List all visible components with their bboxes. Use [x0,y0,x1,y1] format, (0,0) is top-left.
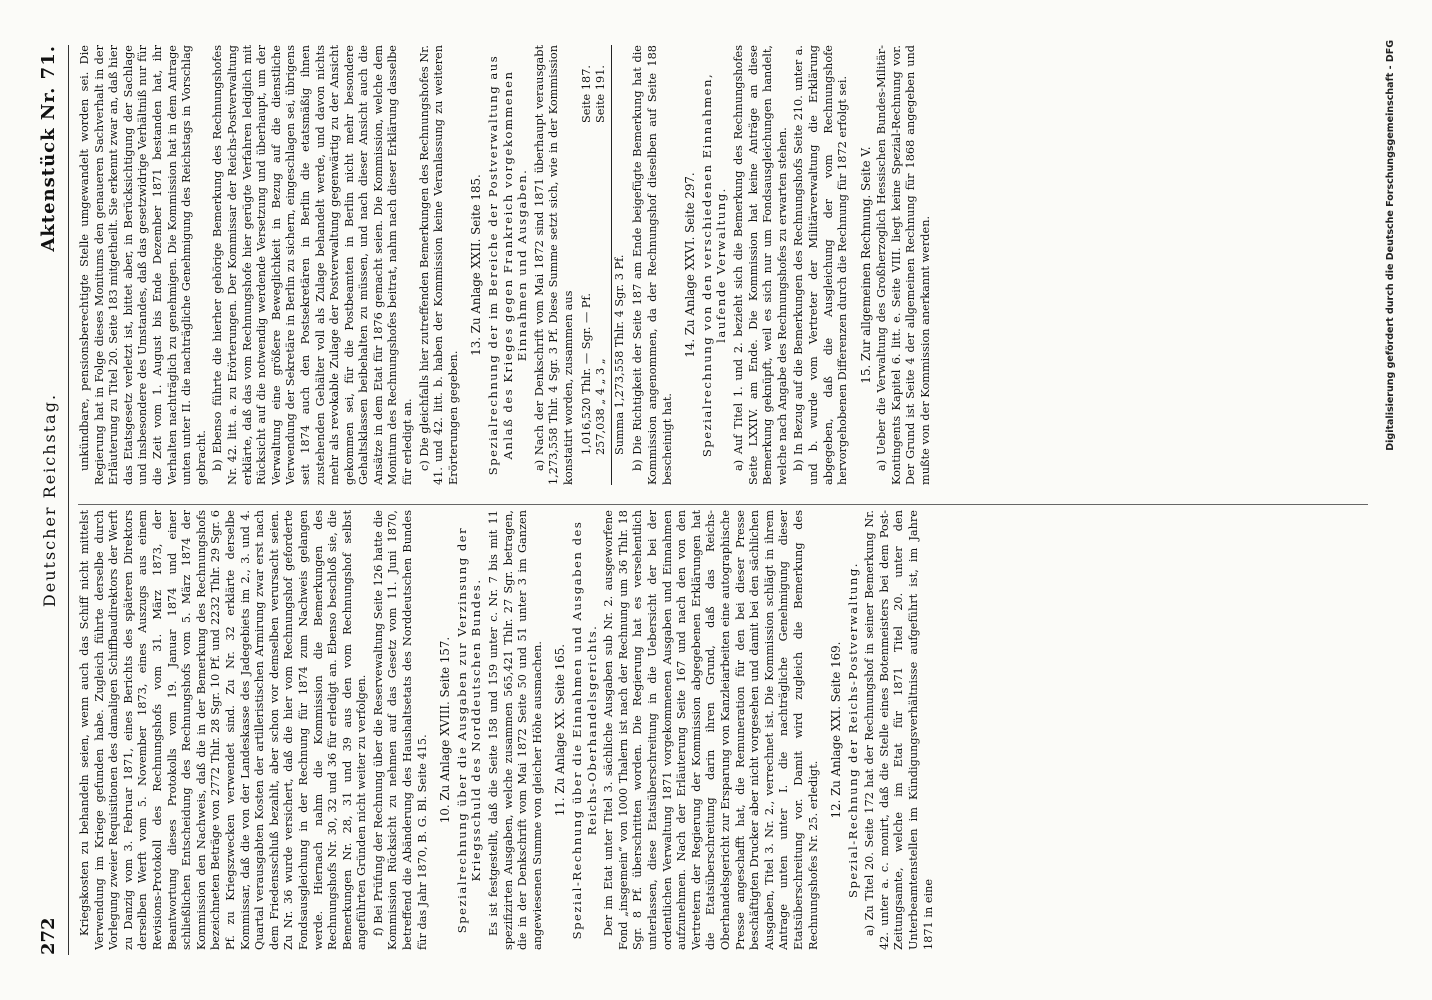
page-number: 272 [38,917,59,955]
page-header [38,45,66,955]
header-rule [68,45,69,955]
amount-cell: 257,038 „ 4 „ 3 „ [594,358,608,455]
section-heading: 14. Zu Anlage XXVI. Seite 297. [683,172,698,358]
section-subtitle: Spezialrechnung der im Bereiche der Postverwaltung aus Anlaß des Krieges gegen Frankreich vorgekommenen Einnahmen und Ausgaben. [486,54,530,476]
section-heading: 15. Zur allgemeinen Rechnung. Seite V. [858,146,873,384]
amount-sum: Summa 1,273,558 Thlr. 4 Sgr. 3 Pf. [612,254,626,455]
paragraph: b) Die Richtigkeit der Seite 187 am Ende beigefügte Bemerkung hat die Kommission angenommen, da der Rechnungshof dieselben auf Seite 188 bescheinigt hat. [631,45,674,485]
amount-sum-row [611,45,628,485]
section-heading: 10. Zu Anlage XVIII. Seite 157. [438,636,453,824]
amount-row [580,45,595,485]
paragraph: a) Zu Titel 20. Seite 172 hat der Rechnungshof in seiner Bemerkung Nr. 42. unter a. c. monirt, daß die Stelle eines Botenmeisters bei dem Post-Zeitungsamte, welche im Etat für 1871 Titel 20. unter den Unterbeamtenstellen im Kündigungsverhältnisse aufgeführt ist, im Jahre 1871 in eine [863,510,935,950]
paragraph: a) Nach der Denkschrift vom Mai 1872 sind 1871 überhaupt verausgabt 1,273,558 Thlr. 4 Sgr. 3 Pf. Diese Summe setzt sich, wie in der Kommission konstatirt worden, zusammen aus [532,45,575,485]
paragraph: Es ist festgestellt, daß die Seite 158 und 159 unter c. Nr. 7 bis mit 11 spezifizirten Ausgaben, welche zusammen 565,421 Thlr. 27 Sgr. betragen, die in der Denkschrift vom Mai 1872 Seite 50 und 51 unter 3 im Ganzen angewiesenen Summe von gleicher Höhe ausmachen. [487,510,544,950]
paragraph: Kriegskosten zu behandeln seien, wenn auch das Schiff nicht mittelst Verwendung im Kriege gefunden habe. Zugleich führte derselbe durch Vorlegung zweier Requisitionen des damaligen Schiffbaudirektors der Werft zu Danzig vom 3. Februar 1871, eines Berichts des späteren Direktors derselben Werft vom 5. November 1873, eines Auszugs aus einem Revisions-Protokoll des Rechnungshofs vom 31. März 1873, der Beantwortung dieses Protokolls vom 19. Januar 1874 und einer schließlichen Entscheidung des Rechnungshofs vom 5. März 1874 der Kommission den Nachweis, daß die in der Bemerkung des Rechnungshofs bezeichneten Beträge von 2772 Thlr. 28 Sgr. 10 Pf. und 2232 Thlr. 29 Sgr. 6 Pf. zu Kriegszwecken verwendet sind. Zu Nr. 32 erklärte derselbe Kommissar, daß die von der Landeskasse des Jadegebiets im 2., 3. und 4. Quartal verausgabten Kosten der artilleristischen Armirung zwar erst nach dem Friedensschluß bezahlt, aber schon vor demselben verursacht seien. Zu Nr. 36 wurde versichert, daß die hier vom Rechnungshof geforderte Fondsausgleichung in der Rechnung für 1874 zum Nachweis gelangen werde. Hiernach nahm die Kommission die Bemerkungen des Rechnungshofs Nr. 30, 32 und 36 für erledigt an. Ebenso beschloß sie, die Bemerkungen Nr. 28, 31 und 39 aus den vom Rechnungshof selbst angeführten Gründen nicht weiter zu verfolgen. [78,510,369,950]
paragraph: f) Bei Prüfung der Rechnung über die Reservewaltung Seite 126 hatte die Kommission Rücksicht zu nehmen auf das Gesetz vom 11. Juni 1870, betreffend die Abänderung des Haushaltsetats des Norddeutschen Bundes für das Jahr 1870, B. G. Bl. Seite 415. [371,510,429,950]
section-subtitle: Spezial-Rechnung über die Einnahmen und Ausgaben des Reichs-Oberhandelsgerichts. [570,520,599,940]
section-heading: 12. Zu Anlage XXI. Seite 169. [829,641,844,819]
section-subtitle: Spezialrechnung von den verschiedenen Einnahmen, laufende Verwaltung. [699,72,729,458]
amount-cell: 1,016,520 Thlr. — Sgr. — Pf. [579,293,593,455]
paragraph: b) Ebenso führte die hierher gehörige Bemerkung des Rechnungshofes Nr. 42. litt. a. zu Erörterungen. Der Kommissar der Reichs-Postverwaltung erklärte, daß das vom Rechnungshofe hier gerügte Verfahren lediglich mit Rücksicht auf die notwendig werdende Versetzung und überhaupt, um der Verwaltung eine größere Beweglichkeit in Bezug auf die dienstliche Verwendung der Sekretäre in Berlin zu sichern, eingeschlagen sei, übrigens seit 1874 auch den Postsekretären in Berlin die etatsmäßig ihnen zustehenden Gehälter voll als Zulage behandelt werde, und davon nichts mehr als revokable Zulage der Postverwaltung gegenwärtig zu der Ansicht gekommen sei, für die Postbeamten in Berlin nicht mehr besondere Gehaltsklassen beibehalten zu müssen, und nach dieser Ansicht auch die Ansätze in dem Etat für 1876 gemacht seien. Die Kommission, welche dem Monitum des Rechnungshofes beitrat, nahm nach dieser Erklärung dasselbe für erledigt an. [211,45,415,485]
section-heading: 11. Zu Anlage XX. Seite 165. [553,643,568,817]
paragraph: a) Ueber die Verwaltung des Großherzoglich Hessischen Bundes-Militär-Kontingents Kapitel 6. litt. e. Seite VIII. liegt keine Spezial-Rechnung vor. Der Grund ist Seite 4 der allgemeinen Rechnung für 1868 angegeben und mußte von der Kommission anerkannt werden. [875,45,933,485]
paragraph: b) In Bezug auf die Bemerkungen des Rechnungshofs Seite 210. unter a. und b. wurde vom Vertreter der Militärverwaltung die Erklärung abgegeben, daß die Ausgleichung der vom Rechnungshofe hervorgehobenen Differenzen durch die Rechnung für 1872 erfolgt sei. [792,45,850,485]
document-number: Aktenstück Nr. 71. [38,45,59,252]
section-heading: 13. Zu Anlage XXII. Seite 185. [469,174,484,356]
page-ref-cell: Seite 191. [594,65,608,124]
paragraph: c) Die gleichfalls hier zutreffenden Bemerkungen des Rechnungshofes Nr. 41. und 42. litt. b. haben der Kommission keine Veranlassung zu weiteren Erörterungen gegeben. [417,45,460,485]
amount-row [594,45,609,485]
paragraph: a) Auf Titel 1. und 2. bezieht sich die Bemerkung des Rechnungshofes Seite LXXIV. am Ende. Die Kommission hat keine Anträge an diese Bemerkung geknüpft, weil es sich nur um Fondsausgleichungen handelt, welche nach Angabe des Rechnungshofes zu erwarten stehen. [731,45,789,485]
left-text-column [78,510,1368,950]
right-text-column [78,45,1368,485]
section-subtitle: Spezialrechnung über die Ausgaben zur Verzinsung der Kriegsschuld des Norddeutschen Bundes. [454,526,484,934]
paragraph: unkündbare, pensionsberechtigte Stelle umgewandelt worden sei. Die Regierung hat in Folge dieses Monitums den genaueren Sachverhalt in der Erläuterung zu Titel 20. Seite 183 mitgetheilt. Sie erkennt zwar an, daß hier das Etatsgesetz verletzt ist, bittet aber, in Berücksichtigung der Sachlage und insbesondere des Umstandes, daß das gesetzwidrige Verhältniß nur für die Zeit vom 1. August bis Ende Dezember 1871 bestanden hat, ihr Verhalten nachträglich zu genehmigen. Die Kommission hat in dem Antrage unten unter II. die nachträgliche Genehmigung des Reichstags in Vorschlag gebracht. [78,45,208,485]
amount-table [580,45,628,485]
digitization-credit: Digitalisierung gefördert durch die Deutsche Forschungsgemeinschaft - DFG [1385,40,1396,451]
section-subtitle: Spezial-Rechnung der Reichs-Postverwaltung. [845,562,860,898]
page-ref-cell: Seite 187. [579,65,593,124]
running-title: Deutscher Reichstag. [40,392,59,608]
column-divider [78,504,1368,505]
paragraph: Der im Etat unter Titel 3. sächliche Ausgaben sub Nr. 2. ausgeworfene Fond „insgemein“ von 1000 Thalern ist nach der Rechnung um 36 Thlr. 18 Sgr. 8 Pf. überschritten worden. Die Regierung hat es versehentlich unterlassen, diese Etatsüberschreitung in die Uebersicht der bei der ordentlichen Verwaltung 1871 vorgekommenen Ausgaben und Einnahmen aufzunehmen. Nach der Erläuterung Seite 167 und nach den von den Vertretern der Regierung der Kommission abgegebenen Erklärungen hat die Etatsüberschreitung darin ihren Grund, daß das Reichs-Oberhandelsgericht zur Ersparung von Kanzleiarbeiten eine autographische Presse angeschafft hat, die Remuneration für den bei dieser Presse beschäftigten Drucker aber nicht vorgesehen und damit bei den sächlichen Ausgaben, Titel 3. Nr. 2., verrechnet ist. Die Kommission schlägt in ihrem Antrage unten unter I. die nachträgliche Genehmigung dieser Etatsüberschreitung vor. Damit wird zugleich die Bemerkung des Rechnungshofes Nr. 25. erledigt. [602,510,820,950]
